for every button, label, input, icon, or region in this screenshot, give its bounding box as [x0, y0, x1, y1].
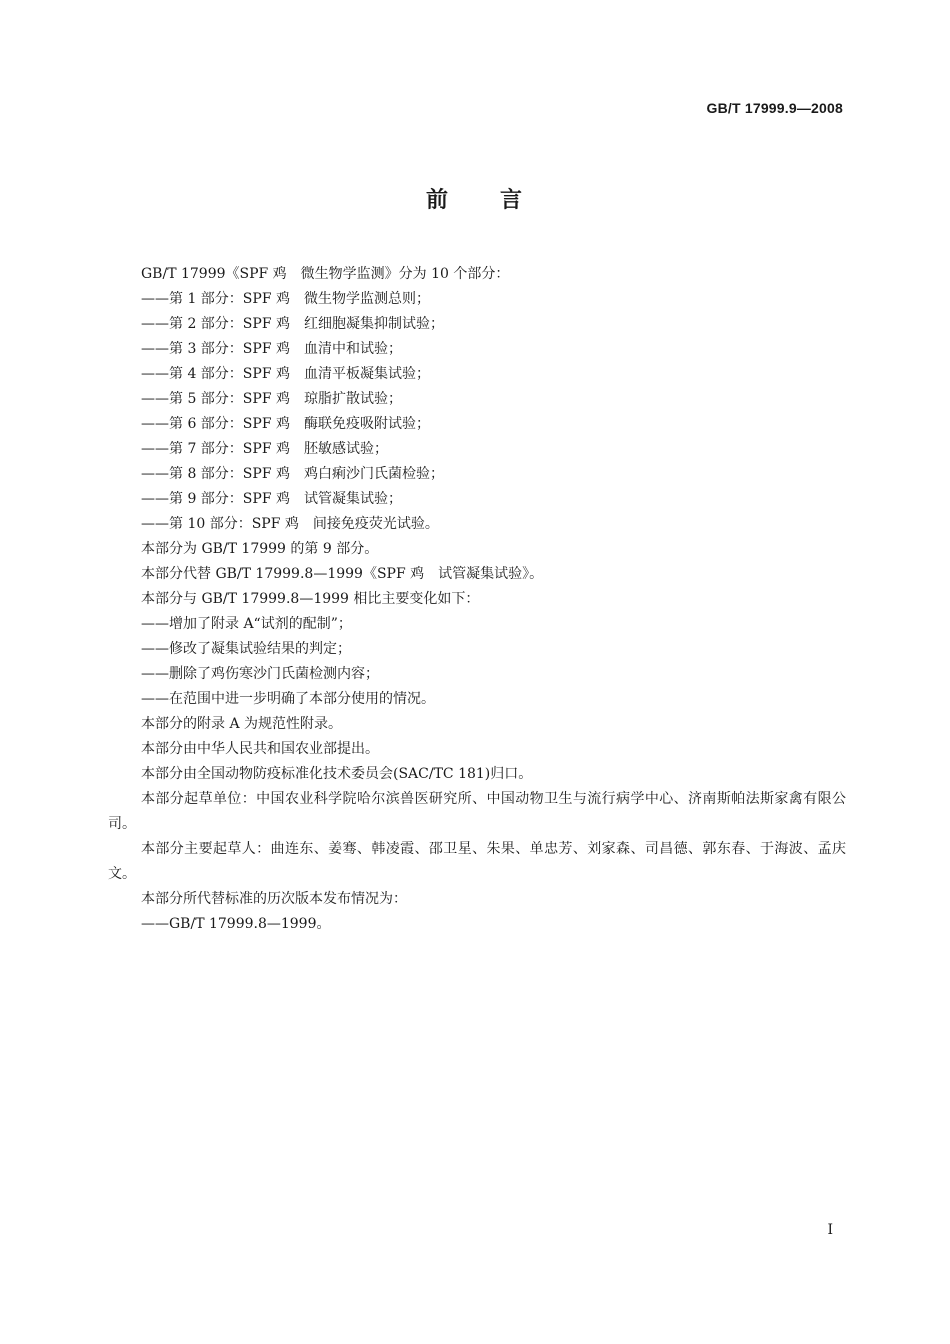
list-item-part-6: ——第 6 部分：SPF 鸡 酶联免疫吸附试验； — [141, 416, 430, 432]
paragraph-changes-intro: 本部分与 GB/T 17999.8—1999 相比主要变化如下： — [141, 591, 480, 607]
list-item-part-1: ——第 1 部分：SPF 鸡 微生物学监测总则； — [141, 291, 430, 307]
paragraph-part-number: 本部分为 GB/T 17999 的第 9 部分。 — [141, 541, 379, 557]
title-char-2: 言 — [500, 188, 525, 213]
paragraph-drafting-units: 本部分起草单位：中国农业科学院哈尔滨兽医研究所、中国动物卫生与流行病学中心、济南斯帕法斯家禽有限公司。 — [108, 791, 846, 832]
list-item-previous-edition: ——GB/T 17999.8—1999。 — [141, 916, 331, 932]
list-item-part-7: ——第 7 部分：SPF 鸡 胚敏感试验； — [141, 441, 388, 457]
list-item-change-1: ——增加了附录 A“试剂的配制”； — [141, 616, 352, 632]
paragraph-technical-committee: 本部分由全国动物防疫标准化技术委员会(SAC/TC 181)归口。 — [141, 766, 533, 782]
list-item-change-3: ——删除了鸡伤寒沙门氏菌检测内容； — [141, 666, 379, 682]
paragraph-intro: GB/T 17999《SPF 鸡 微生物学监测》分为 10 个部分： — [141, 266, 510, 282]
list-item-part-10: ——第 10 部分：SPF 鸡 间接免疫荧光试验。 — [141, 516, 439, 532]
list-item-part-2: ——第 2 部分：SPF 鸡 红细胞凝集抑制试验； — [141, 316, 444, 332]
standard-code: GB/T 17999.9—2008 — [706, 100, 843, 116]
list-item-part-4: ——第 4 部分：SPF 鸡 血清平板凝集试验； — [141, 366, 430, 382]
page-number: I — [827, 1222, 833, 1238]
list-item-part-3: ——第 3 部分：SPF 鸡 血清中和试验； — [141, 341, 402, 357]
list-item-change-4: ——在范围中进一步明确了本部分使用的情况。 — [141, 691, 435, 707]
paragraph-previous-editions: 本部分所代替标准的历次版本发布情况为： — [141, 891, 407, 907]
title-char-1: 前 — [425, 188, 450, 213]
list-item-part-5: ——第 5 部分：SPF 鸡 琼脂扩散试验； — [141, 391, 402, 407]
paragraph-replaces: 本部分代替 GB/T 17999.8—1999《SPF 鸡 试管凝集试验》。 — [141, 566, 544, 582]
paragraph-proposed-by: 本部分由中华人民共和国农业部提出。 — [141, 741, 379, 757]
paragraph-annex: 本部分的附录 A 为规范性附录。 — [141, 716, 343, 732]
page-title — [0, 183, 950, 214]
list-item-change-2: ——修改了凝集试验结果的判定； — [141, 641, 351, 657]
list-item-part-9: ——第 9 部分：SPF 鸡 试管凝集试验； — [141, 491, 402, 507]
paragraph-drafters: 本部分主要起草人：曲连东、姜骞、韩凌霞、邵卫星、朱果、单忠芳、刘家森、司昌德、郭东春、于海波、孟庆文。 — [108, 841, 846, 882]
foreword-body — [108, 262, 846, 937]
list-item-part-8: ——第 8 部分：SPF 鸡 鸡白痢沙门氏菌检验； — [141, 466, 444, 482]
